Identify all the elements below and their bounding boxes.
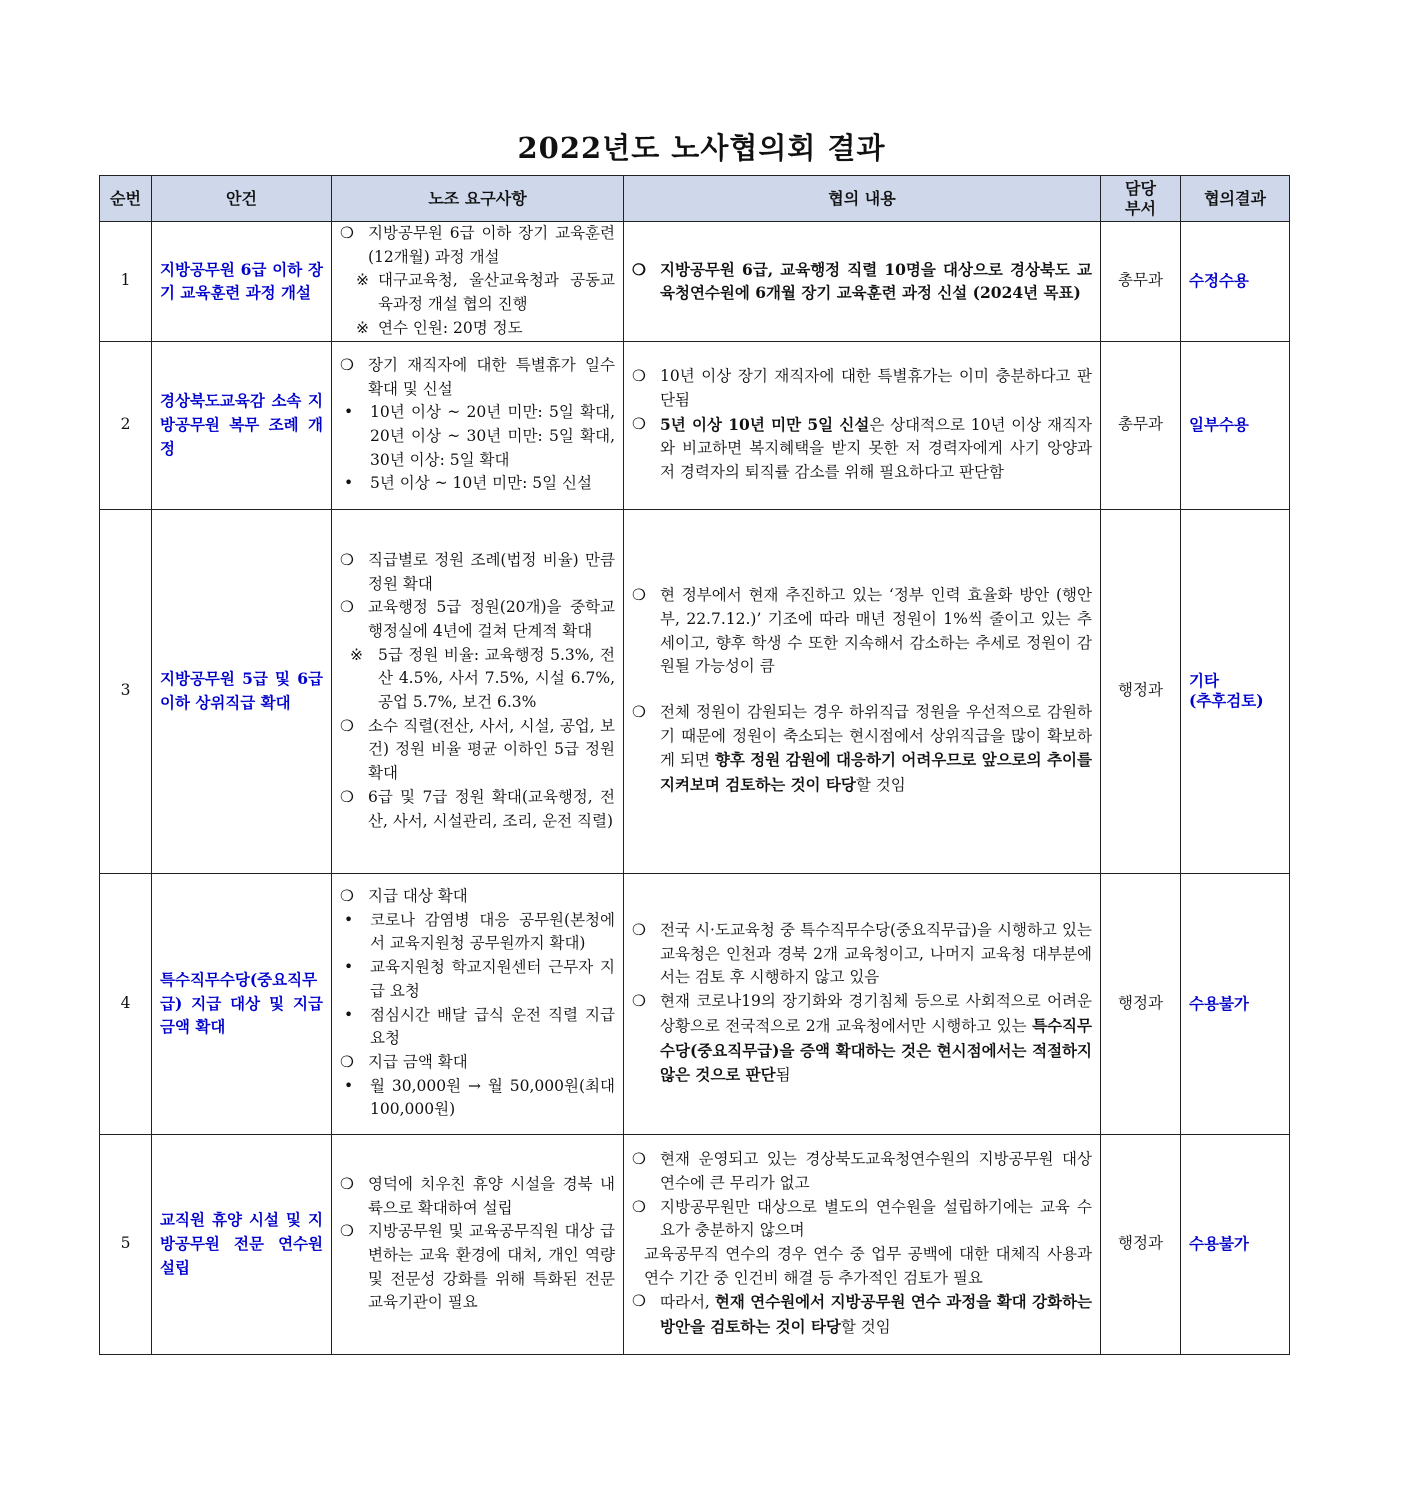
content-text: 현재 코로나19의 장기화와 경기침체 등으로 사회적으로 어려운 상황으로 전국적으로 2개 교육청에서만 시행하고 있는 [660,992,1092,1035]
demand-item: • 교육지원청 학교지원센터 근무자 지급 요청 [340,956,615,1003]
circle-bullet-icon: ❍ [340,1052,354,1071]
content-cell [624,1134,1101,1354]
circle-bullet-icon: ❍ [340,224,354,242]
demand-cell [332,1134,624,1354]
demand-item: ❍ 지방공무원 6급 이하 장기 교육훈련(12개월) 과정 개설 [340,222,615,269]
content-item [632,413,1092,485]
content-item [632,990,1092,1088]
content-cell [624,222,1101,342]
circle-bullet-icon: ❍ [632,1150,646,1169]
content-cell [624,873,1101,1134]
content-cell [624,509,1101,873]
emphasis-text: 5년 이상 10년 미만 5일 신설 [660,414,870,434]
agenda-cell: 특수직무수당(중요직무급) 지급 대상 및 지급 금액 확대 [152,873,332,1134]
result-table [99,175,1290,1355]
circle-bullet-icon: ❍ [632,367,646,386]
page-title: 2022년도 노사협의회 결과 [517,131,886,165]
note-mark-icon: ※ [350,645,363,664]
row-number: 5 [100,1134,152,1354]
content-text: 할 것임 [855,776,906,795]
content-item [632,701,1092,798]
table-header-row [100,176,1290,222]
content-text: 따라서, [660,1293,715,1312]
content-item: ❍ 지방공무원 6급, 교육행정 직렬 10명을 대상으로 경상북도 교육청연수원에 6개월 장기 교육훈련 과정 신설 (2024년 목표) [632,258,1092,305]
content-text: 은 상대적으로 10년 이상 재직자와 비교하면 복지혜택을 받지 못한 저 경력자에게 사기 앙양과 저 경력자의 퇴직률 감소를 위해 필요하다고 판단함 [660,415,1092,482]
note-mark-icon: ※ [356,271,369,290]
result-label: 기타 [1189,670,1219,690]
result-note: (추후검토) [1189,691,1264,711]
agenda-cell: 지방공무원 5급 및 6급 이하 상위직급 확대 [152,509,332,873]
agenda-cell: 경상북도교육감 소속 지방공무원 복무 조례 개정 [152,341,332,509]
demand-cell [332,873,624,1134]
result-cell: 수용불가 [1181,873,1290,1134]
demand-item: ❍ 6급 및 7급 정원 확대(교육행정, 전산, 사서, 시설관리, 조리, 운전 직렬) [340,786,615,833]
dot-bullet-icon: • [344,1005,354,1024]
demand-item: ❍ 지급 대상 확대 [340,885,615,909]
dept-cell: 행정과 [1101,509,1181,873]
table-row [100,873,1290,1134]
demand-cell [332,341,624,509]
dot-bullet-icon: • [344,474,354,493]
dept-cell: 행정과 [1101,873,1181,1134]
demand-item: • 월 30,000원 → 월 50,000원(최대 100,000원) [340,1075,615,1122]
header-no: 순번 [100,176,152,222]
content-text: 됨 [775,1066,791,1085]
result-cell [1181,509,1290,873]
emphasis-text: 현재 연수원에서 지방공무원 연수 과정을 확대 강화하는 방안을 검토하는 것이 타당 [660,1292,1092,1337]
demand-cell [332,509,624,873]
content-item: 교육공무직 연수의 경우 연수 중 업무 공백에 대한 대체직 사용과 연수 기간 중 인건비 해결 등 추가적인 검토가 필요 [644,1245,1092,1287]
header-content: 협의 내용 [624,176,1101,222]
circle-bullet-icon: ❍ [340,716,354,735]
circle-bullet-icon: ❍ [632,1292,646,1311]
table-row [100,509,1290,873]
agenda-cell: 교직원 휴양 시설 및 지방공무원 전문 연수원 설립 [152,1134,332,1354]
content-cell [624,341,1101,509]
header-result: 협의결과 [1181,176,1290,222]
content-item: ❍ 현재 운영되고 있는 경상북도교육청연수원의 지방공무원 대상 연수에 큰 무리가 없고 [632,1148,1092,1195]
dept-cell: 행정과 [1101,1134,1181,1354]
dot-bullet-icon: • [344,958,354,977]
demand-item: ❍ 영덕에 치우친 휴양 시설을 경북 내륙으로 확대하여 설립 [340,1173,615,1220]
demand-item: ❍ 지방공무원 및 교육공무직원 대상 급변하는 교육 환경에 대처, 개인 역량 및 전문성 강화를 위해 특화된 전문 교육기관이 필요 [340,1220,615,1315]
dept-cell: 총무과 [1101,222,1181,342]
header-dept-label: 담당 부서 [1125,178,1156,218]
content-item: ❍ 지방공무원만 대상으로 별도의 연수원을 설립하기에는 교육 수요가 충분하지 않으며 [632,1196,1092,1243]
table-row [100,1134,1290,1354]
dot-bullet-icon: • [344,403,354,422]
demand-item: • 10년 이상 ~ 20년 미만: 5일 확대, 20년 이상 ~ 30년 미만: 5일 확대, 30년 이상: 5일 확대 [340,401,615,472]
content-item: ❍ 현 정부에서 현재 추진하고 있는 ‘정부 인력 효율화 방안 (행안부, 22.7.12.)’ 기조에 따라 매년 정원이 1%씩 줄이고 있는 추세이고, 향후 학생 수 또한 지속해서 감소하는 추세로 정원이 감원될 가능성이 큼 [632,584,1092,679]
content-item: ❍ 10년 이상 장기 재직자에 대한 특별휴가는 이미 충분하다고 판단됨 [632,365,1092,412]
demand-item: ※ 5급 정원 비율: 교육행정 5.3%, 전산 4.5%, 사서 7.5%, 시설 6.7%, 공업 5.7%, 보건 6.3% [340,644,615,715]
result-cell: 일부수용 [1181,341,1290,509]
row-number: 4 [100,873,152,1134]
demand-item: • 점심시간 배달 급식 운전 직렬 지급 요청 [340,1004,615,1051]
emphasis-text: 특수직무수당(중요직무급)을 증액 확대하는 것은 현시점에서는 적절하지 않은 것으로 판단 [660,1015,1092,1085]
demand-cell [332,222,624,342]
note-mark-icon: ※ [356,318,369,337]
content-item [632,1290,1092,1339]
circle-bullet-icon: ❍ [340,1174,354,1193]
header-agenda: 안건 [152,176,332,222]
table-row [100,341,1290,509]
agenda-cell: 지방공무원 6급 이하 장기 교육훈련 과정 개설 [152,222,332,342]
circle-bullet-icon: ❍ [340,355,354,374]
circle-bullet-icon: ❍ [340,787,354,806]
result-cell: 수정수용 [1181,222,1290,342]
circle-bullet-icon: ❍ [340,598,354,617]
dot-bullet-icon: • [344,1076,354,1095]
demand-item: ※ 연수 인원: 20명 정도 [340,317,615,341]
row-number: 2 [100,341,152,509]
header-dept [1101,176,1181,222]
circle-bullet-icon: ❍ [632,703,646,722]
spacer [632,679,1092,701]
circle-bullet-icon: ❍ [340,1222,354,1241]
demand-item: ❍ 소수 직렬(전산, 사서, 시설, 공업, 보건) 정원 비율 평균 이하인 5급 정원 확대 [340,715,615,786]
content-text: 할 것임 [840,1318,891,1337]
demand-item: • 5년 이상 ~ 10년 미만: 5일 신설 [340,472,615,496]
circle-bullet-icon: ❍ [340,887,354,905]
circle-bullet-icon: ❍ [632,921,646,940]
row-number: 1 [100,222,152,342]
demand-item: ❍ 장기 재직자에 대한 특별휴가 일수 확대 및 신설 [340,354,615,401]
circle-bullet-icon: ❍ [340,550,354,569]
circle-bullet-icon: ❍ [632,259,646,279]
circle-bullet-icon: ❍ [632,414,646,433]
demand-item: ❍ 직급별로 정원 조례(법정 비율) 만큼 정원 확대 [340,549,615,596]
result-cell: 수용불가 [1181,1134,1290,1354]
circle-bullet-icon: ❍ [632,992,646,1011]
table-row [100,222,1290,342]
circle-bullet-icon: ❍ [632,586,646,605]
dept-cell: 총무과 [1101,341,1181,509]
demand-item: ※ 대구교육청, 울산교육청과 공동교육과정 개설 협의 진행 [340,269,615,316]
demand-item: ❍ 지급 금액 확대 [340,1051,615,1075]
content-text: 전체 정원이 감원되는 경우 하위직급 정원을 우선적으로 감원하기 때문에 정원이 축소되는 현시점에서 상위직급을 많이 확보하게 되면 [660,703,1092,770]
row-number: 3 [100,509,152,873]
demand-item: ❍ 교육행정 5급 정원(20개)을 중학교 행정실에 4년에 걸쳐 단계적 확대 [340,596,615,643]
dot-bullet-icon: • [344,910,354,929]
header-demand: 노조 요구사항 [332,176,624,222]
circle-bullet-icon: ❍ [632,1197,646,1216]
demand-item: • 코로나 감염병 대응 공무원(본청에서 교육지원청 공무원까지 확대) [340,909,615,956]
emphasis-text: 향후 정원 감원에 대응하기 어려우므로 앞으로의 추이를 지켜보며 검토하는 것이 타당 [660,750,1092,795]
content-item: ❍ 전국 시·도교육청 중 특수직무수당(중요직무급)을 시행하고 있는 교육청은 인천과 경북 2개 교육청이고, 나머지 교육청 대부분에서는 검토 후 시행하지 않고 있음 [632,919,1092,990]
